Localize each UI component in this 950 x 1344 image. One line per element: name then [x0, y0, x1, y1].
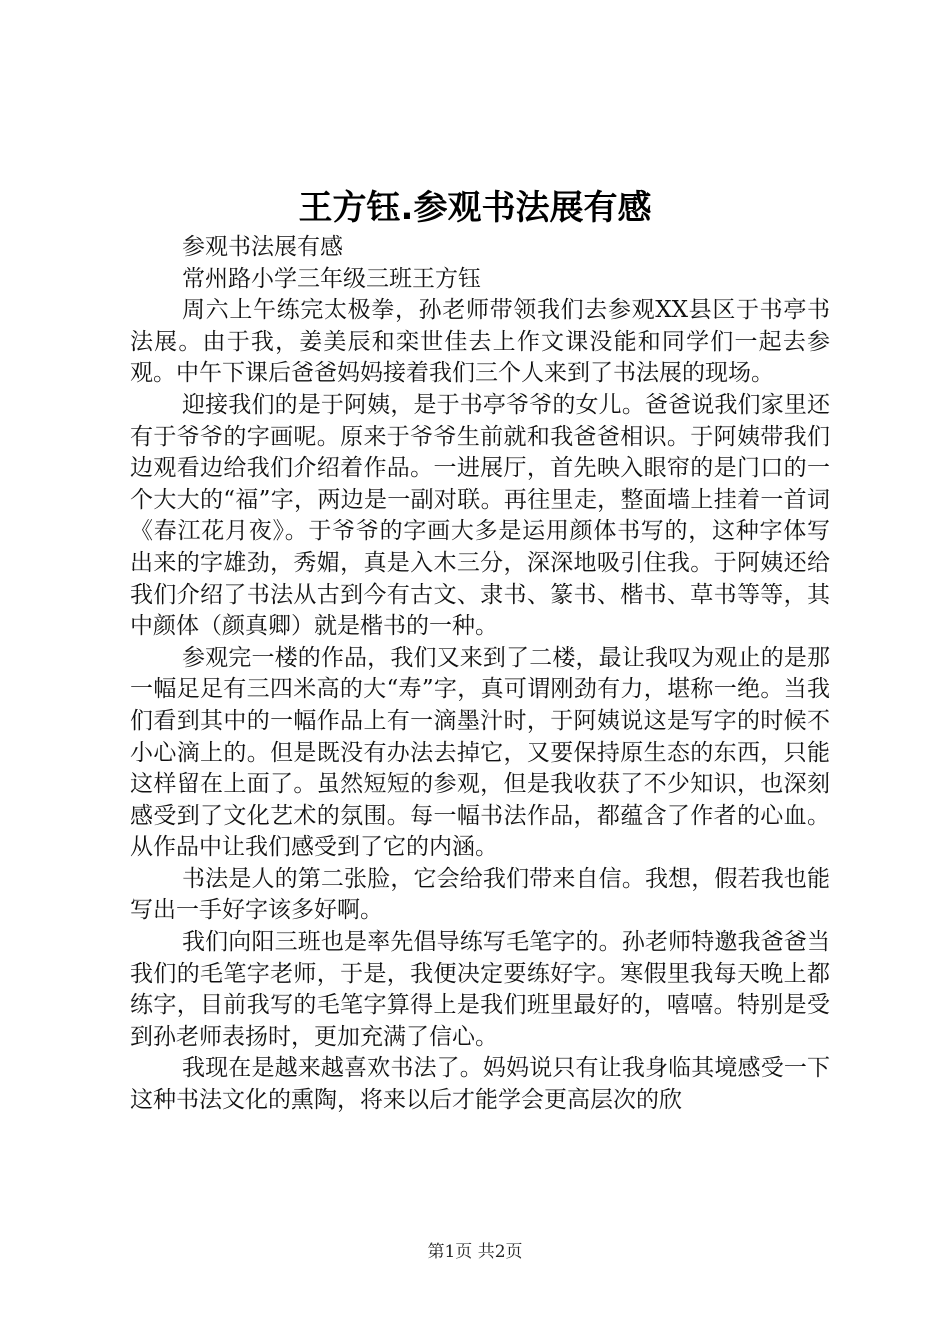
paragraph: 参观完一楼的作品，我们又来到了二楼，最让我叹为观止的是那一幅足足有三四米高的大“寿”字，真可谓刚劲有力，堪称一绝。当我们看到其中的一幅作品上有一滴墨汁时，于阿姨说这是写字的时候不小心滴上的。但是既没有办法去掉它，又要保持原生态的东西，只能这样留在上面了。虽然短短的参观，但是我收获了不少知识，也深刻感受到了文化艺术的氛围。每一幅书法作品，都蕴含了作者的心血。从作品中让我们感受到了它的内涵。 — [130, 644, 830, 861]
paragraph: 我现在是越来越喜欢书法了。妈妈说只有让我身临其境感受一下这种书法文化的熏陶，将来以后才能学会更高层次的欣 — [130, 1055, 830, 1114]
page-number-footer: 第1页 共2页 — [427, 1242, 523, 1262]
paragraph: 周六上午练完太极拳，孙老师带领我们去参观XX县区于书亭书法展。由于我，姜美辰和栾世佳去上作文课没能和同学们一起去参观。中午下课后爸爸妈妈接着我们三个人来到了书法展的现场。 — [130, 297, 830, 387]
paragraph: 迎接我们的是于阿姨，是于书亭爷爷的女儿。爸爸说我们家里还有于爷爷的字画呢。原来于爷爷生前就和我爸爸相识。于阿姨带我们边观看边给我们介绍着作品。一进展厅，首先映入眼帘的是门口的一个大大的“福”字，两边是一副对联。再往里走，整面墙上挂着一首词《春江花月夜》。于爷爷的字画大多是运用颜体书写的，这种字体写出来的字雄劲，秀媚，真是入木三分，深深地吸引住我。于阿姨还给我们介绍了书法从古到今有古文、隶书、篆书、楷书、草书等等，其中颜体（颜真卿）就是楷书的一种。 — [130, 391, 830, 640]
paragraph-author: 常州路小学三年级三班王方钰 — [182, 265, 481, 292]
paragraph: 书法是人的第二张脸，它会给我们带来自信。我想，假若我也能写出一手好字该多好啊。 — [130, 865, 830, 924]
paragraph-subtitle: 参观书法展有感 — [182, 234, 343, 260]
paragraph: 我们向阳三班也是率先倡导练写毛笔字的。孙老师特邀我爸爸当我们的毛笔字老师，于是，我便决定要练好字。寒假里我每天晚上都练字，目前我写的毛笔字算得上是我们班里最好的，嘻嘻。特别是受到孙老师表扬时，更加充满了信心。 — [130, 929, 830, 1050]
document-title: 王方钰.参观书法展有感 — [298, 188, 652, 228]
document-body — [130, 232, 830, 1117]
